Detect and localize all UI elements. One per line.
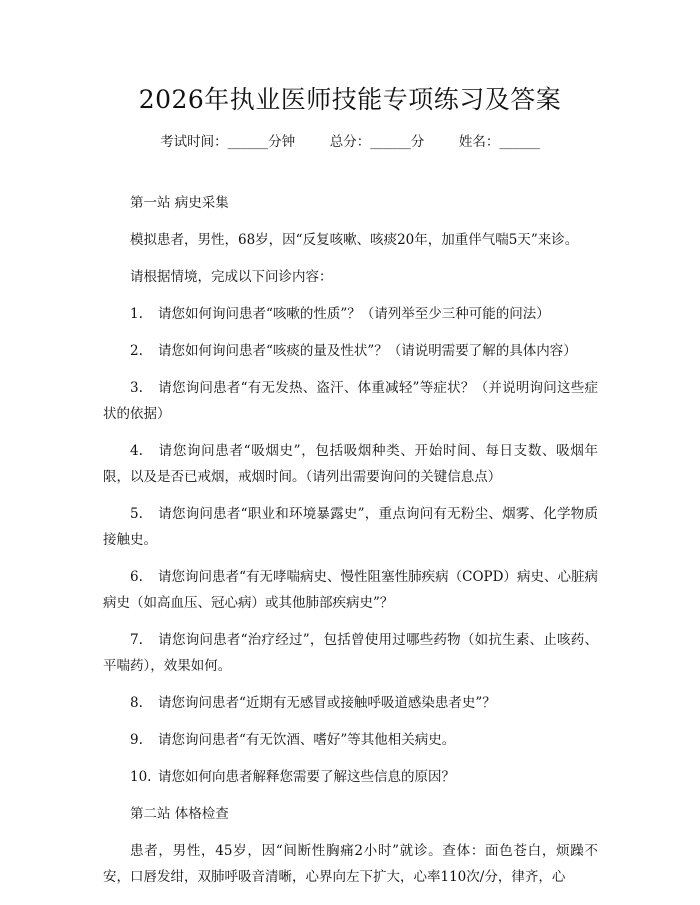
exam-time-label: 考试时间： — [160, 134, 228, 150]
question-item — [103, 338, 598, 364]
question-item — [103, 690, 598, 716]
station1-case: 模拟患者，男性，68岁，因“反复咳嗽、咳痰20年，加重伴气喘5天”来诊。 — [130, 232, 579, 248]
question-item — [103, 375, 598, 427]
question-number: 9. — [130, 732, 143, 748]
question-text: 请您如何询问患者“咳痰的量及性状”？（请说明需要了解的具体内容） — [158, 343, 577, 359]
document-body — [103, 190, 598, 901]
total-score-label: 总分： — [329, 134, 371, 150]
question-text: 请您询问患者“有无发热、盗汗、体重减轻”等症状？（并说明询问这些症状的依据） — [103, 380, 598, 422]
question-text: 请您询问患者“治疗经过”，包括曾使用过哪些药物（如抗生素、止咳药、平喘药），效果如何。 — [103, 632, 598, 674]
question-item — [103, 501, 598, 553]
question-number: 1. — [130, 306, 143, 322]
name-blank: ______ — [499, 134, 540, 150]
station1-instruction: 请根据情境，完成以下问诊内容： — [130, 269, 333, 285]
question-number: 8. — [130, 695, 143, 711]
exam-time-blank: ______ — [227, 134, 269, 150]
station2-case: 患者，男性，45岁，因“间断性胸痛2小时”就诊。查体：面色苍白，烦躁不安，口唇发绀，双肺呼吸音清晰，心界向左下扩大，心率110次/分，律齐，心 — [103, 843, 598, 885]
question-number: 6. — [130, 569, 143, 585]
question-text: 请您询问患者“吸烟史”，包括吸烟种类、开始时间、每日支数、吸烟年限，以及是否已戒烟，戒烟时间。（请列出需要询问的关键信息点） — [103, 443, 598, 485]
question-item — [103, 727, 598, 753]
question-text: 请您如何向患者解释您需要了解这些信息的原因？ — [158, 769, 455, 785]
question-text: 请您如何询问患者“咳嗽的性质”？（请列举至少三种可能的问法） — [158, 306, 550, 322]
question-text: 请您询问患者“有无饮酒、嗜好”等其他相关病史。 — [158, 732, 456, 748]
total-score-blank: ______ — [370, 134, 411, 150]
question-item — [103, 627, 598, 679]
question-text: 请您询问患者“近期有无感冒或接触呼吸道感染患者史”？ — [158, 695, 496, 711]
question-text: 请您询问患者“有无哮喘病史、慢性阻塞性肺疾病（COPD）病史、心脏病病史（如高血压、冠心病）或其他肺部疾病史”？ — [103, 569, 598, 611]
question-number: 5. — [130, 506, 143, 522]
question-number: 4. — [130, 443, 143, 459]
question-number: 3. — [130, 380, 143, 396]
exam-time-unit: 分钟 — [268, 134, 296, 150]
total-score-unit: 分 — [410, 134, 425, 150]
question-number: 10. — [130, 769, 152, 785]
page-title: 2026年执业医师技能专项练习及答案 — [138, 85, 562, 114]
question-text: 请您询问患者“职业和环境暴露史”，重点询问有无粉尘、烟雾、化学物质接触史。 — [103, 506, 598, 548]
station1-heading: 第一站 病史采集 — [130, 195, 229, 211]
question-item — [103, 764, 598, 790]
question-number: 2. — [130, 343, 143, 359]
station2-heading: 第二站 体格检查 — [130, 806, 229, 822]
question-number: 7. — [130, 632, 143, 648]
question-item — [103, 438, 598, 490]
exam-info-line — [0, 130, 700, 150]
question-item — [103, 301, 598, 327]
name-label: 姓名： — [458, 134, 500, 150]
question-item — [103, 564, 598, 616]
